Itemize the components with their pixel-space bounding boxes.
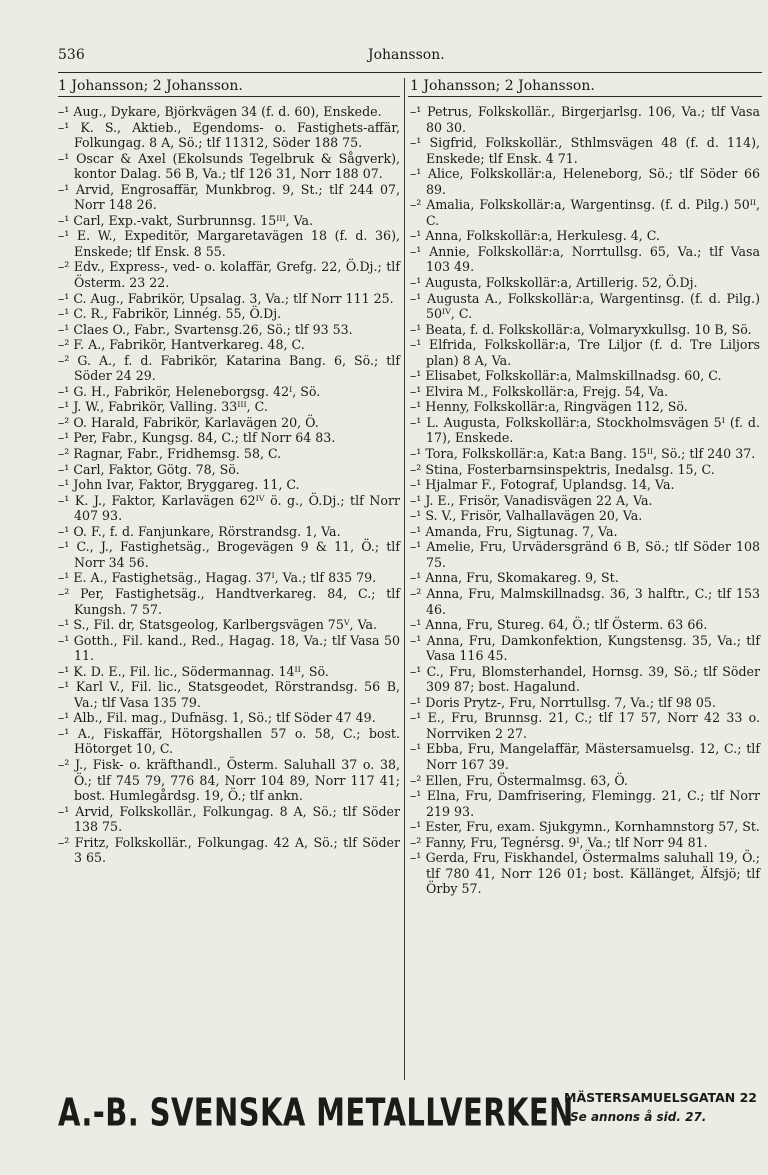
directory-entry: –¹ Annie, Folkskollär:a, Norrtullsg. 65, Va.; tlf Vasa 103 49. xyxy=(410,243,760,275)
directory-entry: –¹ L. Augusta, Folkskollär:a, Stockholmsvägen 5ᴵ (f. d. 17), Enskede. xyxy=(410,414,760,446)
directory-entry: –¹ E., Fru, Brunnsg. 21, C.; tlf 17 57, Norr 42 33 o. Norrviken 2 27. xyxy=(410,710,760,741)
directory-entry: –¹ Ebba, Fru, Mangelaffär, Mästersamuelsg. 12, C.; tlf Norr 167 39. xyxy=(410,741,760,772)
directory-entry: –¹ Doris Prytz-, Fru, Norrtullsg. 7, Va.; tlf 98 05. xyxy=(410,694,716,710)
right-heading-rule xyxy=(408,96,762,97)
right-column-heading: 1 Johansson; 2 Johansson. xyxy=(410,78,595,94)
advertisement-banner xyxy=(58,1088,758,1136)
directory-entry: –¹ Karl V., Fil. lic., Statsgeodet, Rörstrandsg. 56 B, Va.; tlf Vasa 135 79. xyxy=(58,679,400,710)
directory-entry: –¹ Beata, f. d. Folkskollär:a, Volmaryxkullsg. 10 B, Sö. xyxy=(410,321,752,337)
directory-entry: –¹ Anna, Fru, Stureg. 64, Ö.; tlf Österm. 63 66. xyxy=(410,617,708,633)
directory-entry: –¹ Amelie, Fru, Urvädersgränd 6 B, Sö.; tlf Söder 108 75. xyxy=(410,539,760,570)
directory-entry: –¹ S., Fil. dr, Statsgeolog, Karlbergsvägen 75ⱽ, Va. xyxy=(58,617,378,633)
directory-entry: –² F. A., Fabrikör, Hantverkareg. 48, C. xyxy=(58,337,305,353)
directory-entry: –¹ S. V., Frisör, Valhallavägen 20, Va. xyxy=(410,508,643,524)
directory-entry: –¹ Alb., Fil. mag., Dufnäsg. 1, Sö.; tlf Söder 47 49. xyxy=(58,710,376,726)
directory-entry: –¹ Elna, Fru, Damfrisering, Flemingg. 21, C.; tlf Norr 219 93. xyxy=(410,788,760,819)
directory-entry: –¹ Alice, Folkskollär:a, Heleneborg, Sö.; tlf Söder 66 89. xyxy=(410,166,760,197)
directory-entry: –¹ C., Fru, Blomsterhandel, Hornsg. 39, Sö.; tlf Söder 309 87; bost. Hagalund. xyxy=(410,663,760,695)
directory-entry: –² G. A., f. d. Fabrikör, Katarina Bang. 6, Sö.; tlf Söder 24 29. xyxy=(58,352,400,384)
advertisement-address: MÄSTERSAMUELSGATAN 22 xyxy=(564,1090,757,1105)
directory-entry: –¹ O. F., f. d. Fanjunkare, Rörstrandsg. 1, Va. xyxy=(58,523,341,539)
directory-entry: –¹ Elisabet, Folkskollär:a, Malmskillnadsg. 60, C. xyxy=(410,368,722,384)
left-heading-rule xyxy=(58,96,400,97)
directory-entry: –¹ Arvid, Engrosaffär, Munkbrog. 9, St.; tlf 244 07, Norr 148 26. xyxy=(58,181,400,213)
directory-entry: –² Edv., Express-, ved- o. kolaffär, Grefg. 22, Ö.Dj.; tlf Österm. 23 22. xyxy=(58,259,400,291)
advertisement-note: Se annons å sid. 27. xyxy=(570,1110,707,1124)
directory-entry: –¹ E. A., Fastighetsäg., Hagag. 37ᴵ, Va.; tlf 835 79. xyxy=(58,570,377,586)
column-divider xyxy=(404,78,405,1080)
directory-entry: –¹ G. H., Fabrikör, Heleneborgsg. 42ᴵ, Sö. xyxy=(58,383,321,399)
directory-entry: –¹ Amanda, Fru, Sigtunag. 7, Va. xyxy=(410,523,618,539)
directory-entry: –¹ Carl, Exp.-vakt, Surbrunnsg. 15ᴵᴵᴵ, Va. xyxy=(58,212,314,228)
directory-entry: –² Stina, Fosterbarnsinspektris, Inedalsg. 15, C. xyxy=(410,461,715,477)
directory-entry: –¹ Carl, Faktor, Götg. 78, Sö. xyxy=(58,461,240,477)
directory-entry: –¹ Gerda, Fru, Fiskhandel, Östermalms saluhall 19, Ö.; tlf 780 41, Norr 126 01; bost. Källänget, Älfsjö; tlf Örby 57. xyxy=(410,850,760,897)
directory-entry: –¹ Elvira M., Folkskollär:a, Frejg. 54, Va. xyxy=(410,383,669,399)
directory-entry: –¹ Hjalmar F., Fotograf, Uplandsg. 14, Va. xyxy=(410,477,675,493)
directory-entry: –¹ Henny, Folkskollär:a, Ringvägen 112, Sö. xyxy=(410,399,688,415)
directory-entry: –¹ C. Aug., Fabrikör, Upsalag. 3, Va.; tlf Norr 111 25. xyxy=(58,290,394,306)
directory-entry: –² Per, Fastighetsäg., Handtverkareg. 84, C.; tlf Kungsh. 7 57. xyxy=(58,585,400,617)
advertisement-company: A.-B. SVENSKA METALLVERKEN xyxy=(58,1090,574,1135)
directory-entry: –¹ Elfrida, Folkskollär:a, Tre Liljor (f. d. Tre Liljors plan) 8 A, Va. xyxy=(410,337,760,368)
directory-entry: –² Ellen, Fru, Östermalmsg. 63, Ö. xyxy=(410,772,628,788)
directory-entry: –¹ E. W., Expeditör, Margaretavägen 18 (f. d. 36), Enskede; tlf Ensk. 8 55. xyxy=(58,228,400,259)
left-column-heading: 1 Johansson; 2 Johansson. xyxy=(58,78,243,94)
page-number: 536 xyxy=(58,47,85,63)
directory-entry: –¹ Per, Fabr., Kungsg. 84, C.; tlf Norr 64 83. xyxy=(58,430,336,446)
directory-entry: –² Fanny, Fru, Tegnérsg. 9ᴵ, Va.; tlf Norr 94 81. xyxy=(410,834,708,850)
directory-entry: –¹ Augusta, Folkskollär:a, Artillerig. 52, Ö.Dj. xyxy=(410,275,698,291)
directory-entry: –² Fritz, Folkskollär., Folkungag. 42 A, Sö.; tlf Söder 3 65. xyxy=(58,834,400,866)
right-column xyxy=(410,104,760,897)
directory-entry: –¹ J. W., Fabrikör, Valling. 33ᴵᴵᴵ, C. xyxy=(58,399,268,415)
left-column xyxy=(58,104,400,866)
directory-entry: –¹ C. R., Fabrikör, Linnég. 55, Ö.Dj. xyxy=(58,306,282,322)
directory-entry: –² Amalia, Folkskollär:a, Wargentinsg. (f. d. Pilg.) 50ᴵᴵ, C. xyxy=(410,197,760,228)
directory-entry: –¹ K. D. E., Fil. lic., Södermannag. 14ᴵᴵ, Sö. xyxy=(58,663,329,679)
directory-entry: –¹ A., Fiskaffär, Hötorgshallen 57 o. 58, C.; bost. Hötorget 10, C. xyxy=(58,725,400,757)
directory-entry: –¹ Ester, Fru, exam. Sjukgymn., Kornhamnstorg 57, St. xyxy=(410,819,760,835)
directory-entry: –² Ragnar, Fabr., Fridhemsg. 58, C. xyxy=(58,446,282,462)
directory-entry: –¹ C., J., Fastighetsäg., Brogevägen 9 & 11, Ö.; tlf Norr 34 56. xyxy=(58,539,400,570)
directory-entry: –¹ Claes O., Fabr., Svartensg.26, Sö.; tlf 93 53. xyxy=(58,321,353,337)
directory-entry: –¹ Anna, Fru, Damkonfektion, Kungstensg. 35, Va.; tlf Vasa 116 45. xyxy=(410,632,760,664)
directory-entry: –² O. Harald, Fabrikör, Karlavägen 20, Ö. xyxy=(58,414,319,430)
running-title: Johansson. xyxy=(368,47,445,63)
directory-entry: –¹ John Ivar, Faktor, Bryggareg. 11, C. xyxy=(58,477,300,493)
directory-entry: –¹ Petrus, Folkskollär., Birgerjarlsg. 106, Va.; tlf Vasa 80 30. xyxy=(410,104,760,135)
directory-entry: –¹ Augusta A., Folkskollär:a, Wargentinsg. (f. d. Pilg.) 50ᴵⱽ, C. xyxy=(410,290,760,322)
directory-entry: –¹ Sigfrid, Folkskollär., Sthlmsvägen 48 (f. d. 114), Enskede; tlf Ensk. 4 71. xyxy=(410,135,760,166)
directory-entry: –¹ K. J., Faktor, Karlavägen 62ᴵⱽ ö. g., Ö.Dj.; tlf Norr 407 93. xyxy=(58,492,400,524)
directory-entry: –¹ Aug., Dykare, Björkvägen 34 (f. d. 60), Enskede. xyxy=(58,104,382,119)
directory-entry: –¹ K. S., Aktieb., Egendoms- o. Fastighets-affär, Folkungag. 8 A, Sö.; tlf 11312, Söder 188 75. xyxy=(58,119,400,151)
directory-entry: –¹ Anna, Fru, Skomakareg. 9, St. xyxy=(410,570,619,586)
directory-entry: –² J., Fisk- o. kräfthandl., Österm. Saluhall 37 o. 38, Ö.; tlf 745 79, 776 84, Norr 104 89, Norr 117 41; bost. Humlegårdsg. 19, Ö.; tlf ankn. xyxy=(58,756,400,804)
directory-entry: –¹ J. E., Frisör, Vanadisvägen 22 A, Va. xyxy=(410,492,653,508)
directory-entry: –² Anna, Fru, Malmskillnadsg. 36, 3 halftr., C.; tlf 153 46. xyxy=(410,585,760,617)
directory-entry: –¹ Gotth., Fil. kand., Red., Hagag. 18, Va.; tlf Vasa 50 11. xyxy=(58,632,400,664)
directory-entry: –¹ Oscar & Axel (Ekolsunds Tegelbruk & Sågverk), kontor Dalag. 56 B, Va.; tlf 126 31, Norr 188 07. xyxy=(58,150,400,182)
directory-entry: –¹ Arvid, Folkskollär., Folkungag. 8 A, Sö.; tlf Söder 138 75. xyxy=(58,803,400,835)
directory-entry: –¹ Tora, Folkskollär:a, Kat:a Bang. 15ᴵᴵ, Sö.; tlf 240 37. xyxy=(410,446,756,462)
directory-entry: –¹ Anna, Folkskollär:a, Herkulesg. 4, C. xyxy=(410,228,660,244)
header-rule xyxy=(58,72,762,73)
